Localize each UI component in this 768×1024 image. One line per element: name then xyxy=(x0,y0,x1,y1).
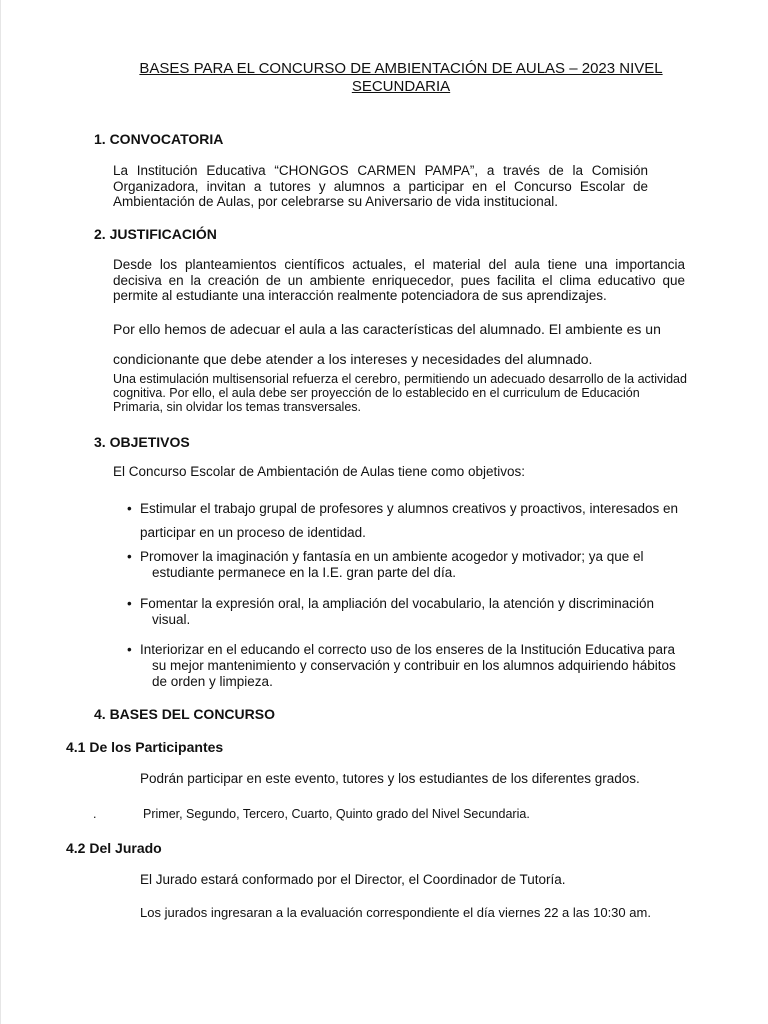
objective-continuation xyxy=(140,525,366,541)
objective-text-line: Promover la imaginación y fantasía en un ambiente acogedor y motivador; ya que el xyxy=(140,549,644,564)
objective-list-item xyxy=(127,596,700,628)
objective-text-line: estudiante permanece en la I.E. gran parte del día. xyxy=(152,565,456,580)
objective-list-item xyxy=(127,501,700,517)
bullet-icon: • xyxy=(127,642,132,657)
subsection-heading-participantes: 4.1 De los Participantes xyxy=(66,739,224,755)
objective-text-line: su mejor mantenimiento y conservación y contribuir en los alumnos adquiriendo hábitos xyxy=(152,658,676,673)
justificacion-paragraph-2-line-1: Por ello hemos de adecuar el aula a las características del alumnado. El ambiente es un xyxy=(113,321,661,337)
convocatoria-paragraph: La Institución Educativa “CHONGOS CARMEN PAMPA”, a través de la Comisión Organizadora, invitan a tutores y alumnos a participar en el Concurso Escolar de Ambientación de Aulas, por celebrarse su Aniversario de vida institucional. xyxy=(113,163,648,209)
objective-text-line: participar en un proceso de identidad. xyxy=(140,525,366,540)
participantes-text: Podrán participar en este evento, tutores y los estudiantes de los diferentes grados. xyxy=(140,771,640,786)
objective-text-line: Fomentar la expresión oral, la ampliación del vocabulario, la atención y discriminación xyxy=(140,596,655,611)
justificacion-paragraph-3: Una estimulación multisensorial refuerza el cerebro, permitiendo un adecuado desarrollo de la actividad cognitiva. Por ello, el aula debe ser proyección de lo establecido en el curriculum de Educación Primaria, sin olvidar los temas transversales. xyxy=(113,372,687,414)
justificacion-paragraph-2-line-2: condicionante que debe atender a los intereses y necesidades del alumnado. xyxy=(113,351,593,367)
bullet-icon: • xyxy=(127,549,132,564)
objective-text-line: Estimular el trabajo grupal de profesores y alumnos creativos y proactivos, interesados en xyxy=(140,501,679,516)
document-title: BASES PARA EL CONCURSO DE AMBIENTACIÓN DE AULAS – 2023 NIVEL SECUNDARIA xyxy=(139,60,663,95)
section-heading-objetivos: 3. OBJETIVOS xyxy=(94,434,190,450)
bullet-icon: • xyxy=(127,596,132,611)
subsection-heading-jurado: 4.2 Del Jurado xyxy=(66,840,162,856)
objective-list-item xyxy=(127,642,710,690)
section-heading-convocatoria: 1. CONVOCATORIA xyxy=(94,131,224,147)
jurado-text-1: El Jurado estará conformado por el Director, el Coordinador de Tutoría. xyxy=(140,872,566,887)
objective-list-item xyxy=(127,549,700,581)
grades-text: Primer, Segundo, Tercero, Cuarto, Quinto grado del Nivel Secundaria. xyxy=(143,807,530,821)
list-marker: . xyxy=(93,807,97,821)
jurado-text-2: Los jurados ingresaran a la evaluación correspondiente el día viernes 22 a las 10:30 am. xyxy=(140,905,651,920)
justificacion-paragraph-1: Desde los planteamientos científicos actuales, el material del aula tiene una importancia decisiva en la creación de un ambiente enriquecedor, pues facilita el clima educativo que permite al estudiante una interacción realmente potenciadora de sus aprendizajes. xyxy=(113,257,685,303)
bullet-icon: • xyxy=(127,501,132,516)
section-heading-justificacion: 2. JUSTIFICACIÓN xyxy=(94,226,217,242)
section-heading-bases: 4. BASES DEL CONCURSO xyxy=(94,706,275,722)
objective-text-line: Interiorizar en el educando el correcto uso de los enseres de la Institución Educativa para xyxy=(140,642,676,657)
objective-text-line: de orden y limpieza. xyxy=(152,674,273,689)
objetivos-intro: El Concurso Escolar de Ambientación de Aulas tiene como objetivos: xyxy=(113,464,525,479)
objective-text-line: visual. xyxy=(152,612,191,627)
